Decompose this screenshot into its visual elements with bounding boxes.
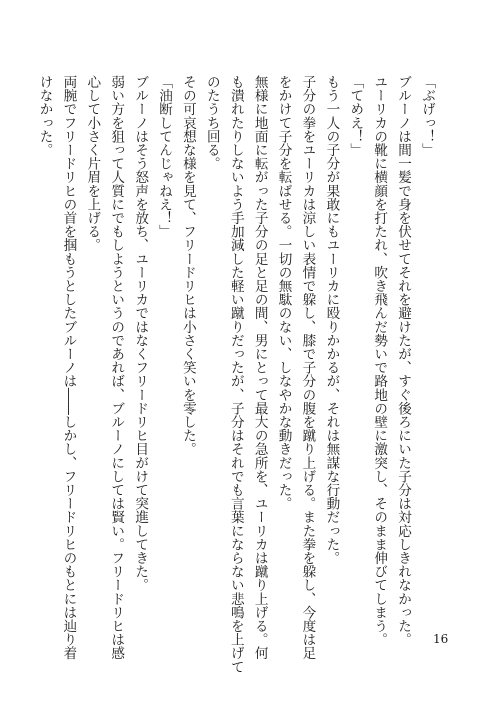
text-line: ユーリカの靴に横顔を打たれ、吹き飛んだ勢いで路地の壁に激突し、そのまま伸びてしまう。: [371, 75, 388, 647]
text-line: 無様に地面に転がった子分の足と足の間、男にとって最大の急所を、ユーリカは蹴り上げる。何: [251, 75, 268, 660]
text-line: その可哀想な様を見て、フリードリヒは小さく笑いを零した。: [179, 75, 196, 456]
page-number: 16: [433, 632, 449, 646]
text-line: 両腕でフリードリヒの首を掴もうとしたブルーノは――しかし、フリードリヒのもとには辿り着: [60, 75, 77, 660]
text-line: もう一人の子分が果敢にもユーリカに殴りかかるが、それは無謀な行動だった。: [323, 75, 340, 565]
text-line: ブルーノはそう怒声を放ち、ユーリカではなくフリードリヒ目がけて突進してきた。: [132, 75, 149, 592]
text-line: 子分の拳をユーリカは涼しい表情で躱し、膝で子分の腹を蹴り上げる。また拳を躱し、今度は足: [299, 75, 316, 660]
text-line: をかけて子分を転ばせる。一切の無駄のない、しなやかな動きだった。: [275, 75, 292, 511]
text-line: 弱い方を狙って人質にでもしようというのであれば、ブルーノにしては賢い。フリードリヒは感: [108, 75, 125, 660]
text-line: 「てめえ！」: [347, 75, 364, 157]
text-line: のたうち回る。: [203, 75, 220, 171]
text-line: 「ぶげっ！」: [419, 75, 435, 157]
text-line: 「油断してんじゃねえ！」: [156, 75, 173, 239]
text-line: も潰れたりしないよう手加減した軽い蹴りだったが、子分はそれでも言葉にならない悲鳴を上げて: [227, 75, 244, 674]
text-line: けなかった。: [36, 75, 53, 157]
text-line: ブルーノは間一髪で身を伏せてそれを避けたが、すぐ後ろにいた子分は対応しきれなかった。: [395, 75, 412, 647]
text-line: 心して小さく片眉を上げる。: [84, 75, 101, 252]
page-body-text: [32, 75, 438, 674]
